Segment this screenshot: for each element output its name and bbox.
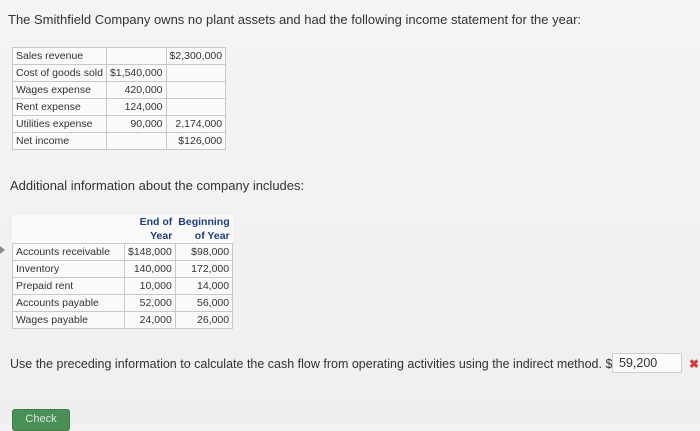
header-end-of-year-2: Year: [150, 230, 173, 242]
table-header-row: [13, 215, 233, 229]
table-row: [13, 99, 226, 116]
cell-value: 172,000: [175, 261, 232, 278]
cell-value: 90,000: [106, 116, 166, 133]
cell-value: 140,000: [125, 261, 176, 278]
question-text: Use the preceding information to calculate the cash flow from operating activities using the indirect method. $: [10, 357, 613, 371]
cell-value: $148,000: [125, 244, 176, 261]
answer-input[interactable]: [612, 353, 682, 373]
row-label: Accounts payable: [13, 295, 125, 312]
row-label: Utilities expense: [13, 116, 107, 133]
balance-info-table: [12, 215, 233, 329]
row-label: Wages payable: [13, 312, 125, 329]
cell-value: 14,000: [175, 278, 232, 295]
table-row: [13, 82, 226, 99]
row-label: Accounts receivable: [13, 244, 125, 261]
row-label: Inventory: [13, 261, 125, 278]
cell-value: 24,000: [125, 312, 176, 329]
table-row: [13, 116, 226, 133]
table-row: [13, 48, 226, 65]
cell-value: 420,000: [106, 82, 166, 99]
header-blank: [13, 229, 125, 244]
header-beginning-of-year-2: of Year: [194, 230, 230, 242]
cell-value: $98,000: [175, 244, 232, 261]
table-row: [13, 261, 233, 278]
cell-value: 26,000: [175, 312, 232, 329]
header-beginning-of-year: Beginning: [178, 216, 230, 228]
table-row: [13, 295, 233, 312]
table-header-row: [13, 229, 233, 244]
income-statement-table: [12, 47, 226, 150]
check-button[interactable]: Check: [12, 409, 70, 431]
cell-value: 124,000: [106, 99, 166, 116]
cell-value: [166, 65, 226, 82]
cell-value: [166, 99, 226, 116]
row-label: Net income: [13, 133, 107, 150]
cell-value: [166, 82, 226, 99]
row-label: Sales revenue: [13, 48, 107, 65]
header-blank: [13, 215, 125, 229]
cell-value: 56,000: [175, 295, 232, 312]
cell-value: $1,540,000: [106, 65, 166, 82]
header-end-of-year: End of: [139, 216, 173, 228]
expand-caret-icon: [0, 246, 5, 254]
cell-value: 2,174,000: [166, 116, 226, 133]
intro-text: The Smithfield Company owns no plant assets and had the following income statement for the year:: [8, 12, 582, 27]
table-row: [13, 65, 226, 82]
table-row: [13, 244, 233, 261]
row-label: Prepaid rent: [13, 278, 125, 295]
table-row: [13, 312, 233, 329]
table-row: [13, 133, 226, 150]
row-label: Rent expense: [13, 99, 107, 116]
row-label: Cost of goods sold: [13, 65, 107, 82]
cell-value: 10,000: [125, 278, 176, 295]
cell-value: $126,000: [166, 133, 226, 150]
cell-value: 52,000: [125, 295, 176, 312]
cell-value: [106, 48, 166, 65]
row-label: Wages expense: [13, 82, 107, 99]
additional-info-text: Additional information about the company includes:: [10, 178, 305, 193]
wrong-icon: ✖: [689, 357, 700, 371]
cell-value: [106, 133, 166, 150]
table-row: [13, 278, 233, 295]
cell-value: $2,300,000: [166, 48, 226, 65]
